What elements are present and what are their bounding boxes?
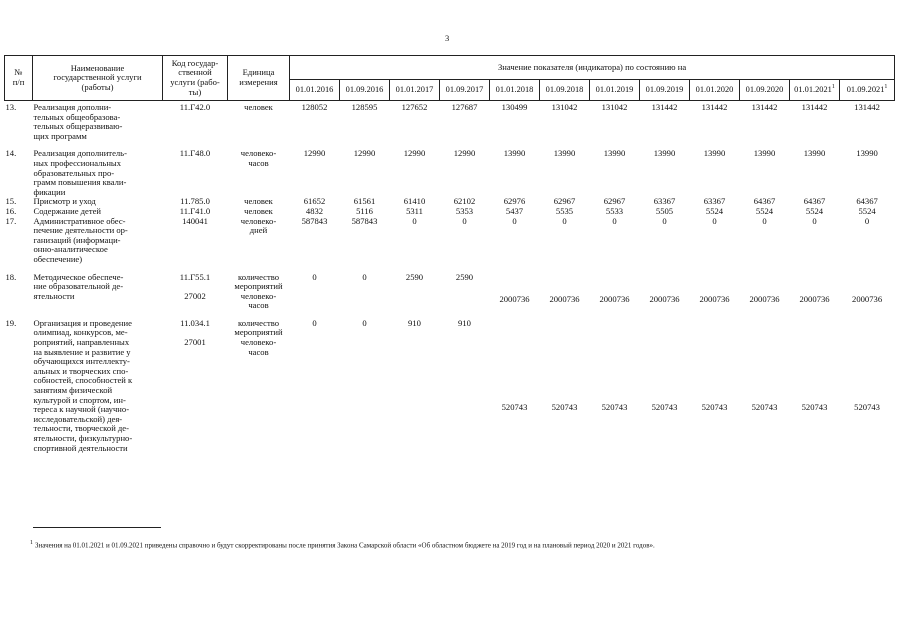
value-cell: 0: [562, 215, 567, 226]
table-row: [5, 207, 895, 217]
value-cell: 131442: [651, 102, 678, 112]
value-cell: 128052: [301, 102, 328, 112]
value-cell: [690, 265, 740, 295]
header-date-text: 01.01.2017: [395, 85, 434, 95]
header-date: [690, 80, 740, 101]
value-cell: 0: [312, 271, 317, 282]
service-name: Реализация дополнитель- ных профессиональных образовательных про- грамм повышения квали- фикации: [33, 148, 127, 197]
unit: человеко- дней: [240, 215, 277, 236]
header-date: [440, 80, 490, 101]
value-cell: 5533: [605, 205, 624, 216]
value-cell: [540, 311, 590, 403]
value-cell: 0: [812, 215, 817, 226]
value-cell: 5524: [858, 205, 876, 216]
value-cell: 12990: [303, 148, 326, 159]
value-cell: 131442: [751, 102, 778, 112]
header-date: [490, 80, 540, 101]
value-cell: [690, 311, 740, 403]
row-num: 18.: [5, 271, 17, 282]
footnote-marker: 1: [30, 540, 33, 546]
value-cell: 127687: [451, 102, 478, 112]
table-row: [5, 101, 895, 142]
value-cell: 128595: [351, 102, 378, 112]
value-cell: [790, 311, 840, 403]
value-cell: 64367: [856, 196, 878, 207]
value-cell: 13990: [753, 148, 776, 159]
value-cell: 2000736: [852, 293, 883, 304]
value-cell: [490, 265, 540, 295]
value-cell: 0: [864, 215, 870, 226]
row-num: 13.: [5, 102, 17, 112]
value-cell: 5505: [655, 205, 674, 216]
value-cell: 520743: [854, 401, 880, 412]
value-cell: [640, 311, 690, 403]
value-cell: 62976: [503, 196, 526, 207]
header-date-text: 01.09.2017: [445, 85, 484, 95]
value-cell: [390, 403, 440, 453]
header-code-text: Код государ- ственной услуги (рабо- ты): [170, 57, 220, 97]
value-cell: 2000736: [699, 293, 730, 304]
value-cell: [740, 265, 790, 295]
header-unit: [228, 56, 290, 101]
value-cell: 2000736: [799, 293, 830, 304]
value-cell: 5535: [555, 205, 574, 216]
value-cell: [490, 311, 540, 403]
value-cell: 62102: [453, 196, 476, 207]
table-row: [5, 311, 895, 403]
value-cell: 0: [762, 215, 767, 226]
value-cell: 61410: [403, 196, 426, 207]
value-cell: 4832: [305, 205, 324, 216]
value-cell: 2000736: [499, 293, 530, 304]
header-date-text: 01.01.2016: [295, 85, 334, 95]
value-cell: 131442: [701, 102, 728, 112]
header-date-text: 01.09.2019: [645, 85, 684, 95]
value-cell: 64367: [803, 196, 826, 207]
value-cell: [340, 295, 390, 311]
value-cell: [740, 311, 790, 403]
value-cell: 0: [662, 215, 667, 226]
row-num: 16.: [5, 205, 17, 216]
service-code: 11.Г48.0: [179, 148, 211, 159]
value-cell: 13990: [803, 148, 826, 159]
value-cell: 2590: [455, 271, 474, 282]
value-cell: 2000736: [649, 293, 680, 304]
value-cell: 13990: [603, 148, 626, 159]
header-values-group: Значение показателя (индикатора) по состоянию на: [290, 56, 895, 80]
row-num: 19.: [5, 317, 17, 328]
header-date: [290, 80, 340, 101]
value-cell: 13990: [703, 148, 726, 159]
value-cell: [340, 403, 390, 453]
value-cell: 0: [362, 271, 367, 282]
value-cell: 63367: [703, 196, 726, 207]
service-code: 11.Г41.0: [179, 205, 211, 216]
value-cell: 131042: [601, 102, 628, 112]
value-cell: 5524: [805, 205, 824, 216]
value-cell: 61652: [303, 196, 326, 207]
table-row: [5, 141, 895, 197]
header-date-text: 01.01.2020: [695, 85, 734, 95]
value-cell: 0: [362, 317, 367, 328]
value-cell: 130499: [501, 102, 528, 112]
value-cell: 2000736: [749, 293, 780, 304]
value-cell: 13990: [653, 148, 676, 159]
header-date: [740, 80, 790, 101]
service-name: Содержание детей: [33, 205, 102, 216]
value-cell: [790, 265, 840, 295]
header-unit-text: Единица измерения: [239, 67, 278, 87]
header-date-text: 01.01.2021: [794, 85, 832, 95]
value-cell: 127652: [401, 102, 428, 112]
service-name: Организация и проведение олимпиад, конкурсов, ме- роприятий, направленных на выявление и развитие у обучающихся интеллекту- альных и творческих спо- собностей, способностей к занятиям физической культурой и спортом, ин- тереса к научной (научно- исследовательской) дея- тельности, творческой де- ятельности, физкультурно- спортивной деятельности: [33, 317, 133, 453]
value-cell: 12990: [403, 148, 426, 159]
value-cell: 13990: [856, 148, 878, 159]
unit: человеко- часов: [240, 148, 277, 168]
row-num: 17.: [5, 215, 17, 226]
value-cell: [540, 265, 590, 295]
service-code: 11.Г42.0: [179, 102, 211, 112]
value-cell: 5524: [705, 205, 724, 216]
value-cell: [590, 265, 640, 295]
footnote: [30, 540, 655, 549]
value-cell: 520743: [501, 401, 528, 412]
value-cell: 520743: [651, 401, 678, 412]
value-cell: 131442: [801, 102, 828, 112]
unit: количество мероприятий человеко- часов: [234, 271, 283, 311]
header-name: [33, 56, 163, 101]
header-date-text: 01.09.2018: [545, 85, 584, 95]
value-cell: 12990: [453, 148, 476, 159]
value-cell: 131042: [551, 102, 578, 112]
value-cell: 5116: [356, 205, 373, 216]
value-cell: 62967: [603, 196, 626, 207]
value-cell: 520743: [701, 401, 728, 412]
service-code: 140041: [182, 215, 208, 226]
footnote-ref: 1: [884, 84, 888, 91]
value-cell: 0: [312, 317, 317, 328]
header-num: [5, 56, 33, 101]
value-cell: 5524: [755, 205, 774, 216]
value-cell: [440, 295, 490, 311]
value-cell: 5311: [406, 205, 423, 216]
header-num-text: № п/п: [12, 67, 25, 87]
value-cell: 2000736: [549, 293, 580, 304]
value-cell: 63367: [653, 196, 676, 207]
header-date: [640, 80, 690, 101]
value-cell: 587843: [301, 215, 328, 226]
value-cell: 5353: [455, 205, 474, 216]
value-cell: 910: [458, 317, 471, 328]
service-name: Реализация дополни- тельных общеобразова- тельных общеразвиваю- щих программ: [33, 102, 123, 141]
header-date: [840, 80, 895, 101]
value-cell: 0: [612, 215, 617, 226]
service-code: 11.Г55.1 27002: [179, 271, 211, 301]
value-cell: [840, 265, 895, 295]
value-cell: [640, 265, 690, 295]
header-date-text: 01.01.2019: [595, 85, 634, 95]
header-date: [590, 80, 640, 101]
row-num: 14.: [5, 148, 17, 159]
page-number: 3: [445, 33, 450, 43]
unit: человек: [244, 205, 273, 216]
unit: человек: [244, 102, 273, 112]
header-date-text: 01.01.2018: [495, 85, 534, 95]
header-date: [340, 80, 390, 101]
header-name-text: Наименование государственной услуги (работы): [53, 62, 142, 92]
header-date: [790, 80, 840, 101]
value-cell: 520743: [601, 401, 628, 412]
value-cell: 5437: [505, 205, 524, 216]
value-cell: [440, 403, 490, 453]
value-cell: 2000736: [599, 293, 630, 304]
header-date: [540, 80, 590, 101]
footnote-rule: [33, 527, 161, 528]
footnote-ref: 1: [831, 84, 835, 91]
value-cell: 520743: [551, 401, 578, 412]
value-cell: [590, 311, 640, 403]
header-date-text: 01.09.2021: [846, 85, 885, 95]
unit: человек: [244, 196, 273, 207]
value-cell: 910: [408, 317, 421, 328]
header-date-text: 01.09.2020: [745, 85, 784, 95]
service-name: Методическое обеспече- ние образовательной де- ятельности: [33, 271, 124, 301]
service-name: Административное обес- печение деятельности ор- ганизаций (информаци- онно-аналитическое обеспечение): [33, 215, 128, 264]
value-cell: 12990: [353, 148, 376, 159]
row-num: 15.: [5, 196, 17, 207]
value-cell: [390, 295, 440, 311]
value-cell: 0: [512, 215, 517, 226]
value-cell: 13990: [553, 148, 576, 159]
value-cell: [840, 311, 895, 403]
value-cell: 0: [462, 215, 467, 226]
header-date-text: 01.09.2016: [345, 85, 384, 95]
value-cell: [290, 295, 340, 311]
header-code: [163, 56, 228, 101]
header-date: [390, 80, 440, 101]
value-cell: 64367: [753, 196, 776, 207]
value-cell: 13990: [503, 148, 526, 159]
value-cell: 62967: [553, 196, 576, 207]
service-code: 11.785.0: [180, 196, 210, 207]
value-cell: 2590: [405, 271, 424, 282]
value-cell: 0: [412, 215, 417, 226]
table-row: [5, 217, 895, 265]
service-name: Присмотр и уход: [33, 196, 96, 207]
value-cell: 61561: [353, 196, 376, 207]
value-cell: 131442: [854, 102, 880, 112]
value-cell: 520743: [801, 401, 828, 412]
value-cell: 587843: [351, 215, 378, 226]
unit: количество мероприятий человеко- часов: [234, 317, 283, 357]
indicators-table: [4, 55, 895, 453]
value-cell: 520743: [751, 401, 778, 412]
service-code: 11.034.1 27001: [180, 317, 210, 348]
table-row: [5, 265, 895, 295]
footnote-text: Значения на 01.01.2021 и 01.09.2021 приведены справочно и будут скорректированы после принятия Закона Самарской области «Об областном бюджете на 2019 год и на плановый период 2020 и 2021 годов».: [35, 541, 655, 550]
value-cell: [290, 403, 340, 453]
value-cell: 0: [712, 215, 717, 226]
